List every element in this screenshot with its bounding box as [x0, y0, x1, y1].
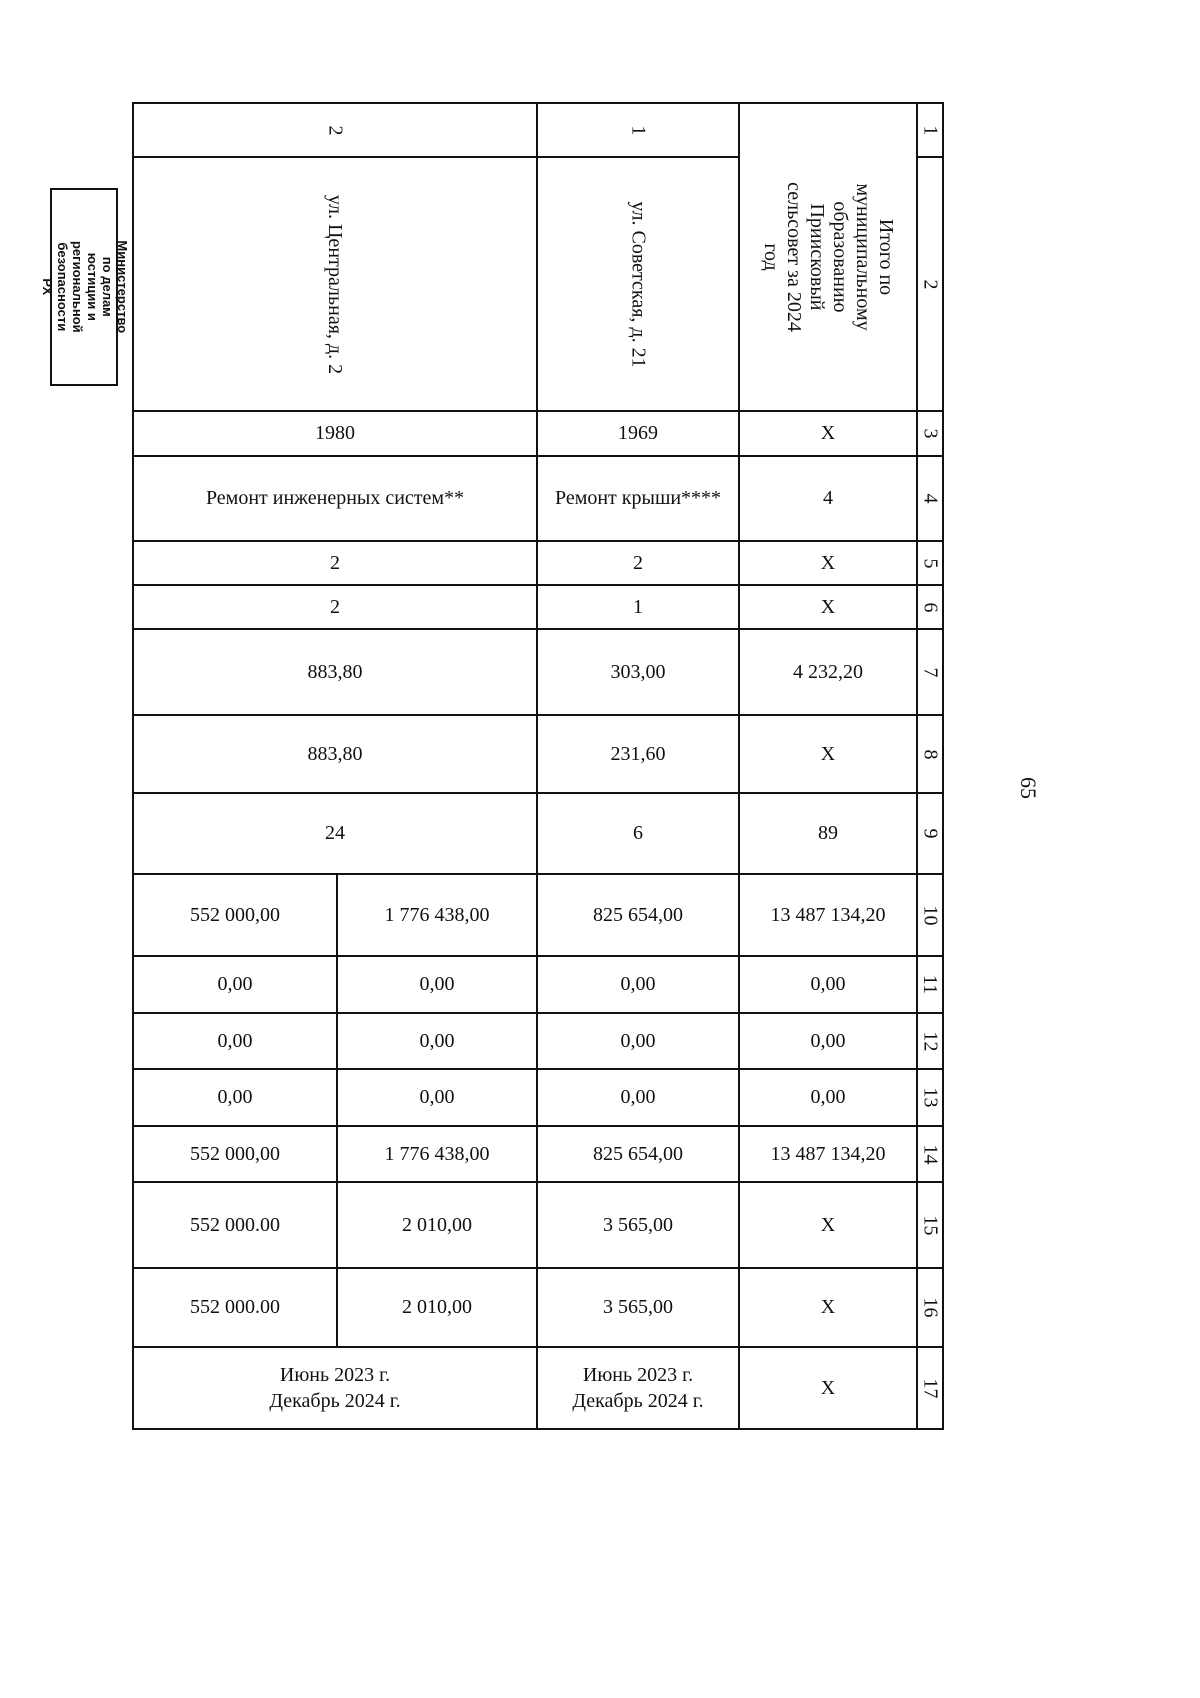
row1-cell-17: Июнь 2023 г. Декабрь 2024 г. [572, 1364, 704, 1412]
row2-address: ул. Центральная, д. 2 [324, 194, 347, 374]
column-number: 12 [919, 1031, 942, 1051]
row2-cell-8: 883,80 [307, 742, 363, 765]
column-number: 1 [919, 125, 942, 135]
row2-year: 1980 [315, 422, 355, 444]
row2-cell-13b: 0,00 [217, 1086, 253, 1108]
total-cell-17: Х [820, 1376, 836, 1399]
row1-cell-12: 0,00 [620, 1029, 656, 1052]
row2-cell-16b: 552 000.00 [190, 1296, 280, 1318]
total-cell-14: 13 487 134,20 [770, 1142, 886, 1165]
column-number: 11 [919, 974, 942, 995]
row2-cell-9: 24 [325, 822, 345, 844]
row2-cell-7: 883,80 [307, 660, 363, 683]
total-cell-16: Х [820, 1296, 836, 1318]
total-cell-13: 0,00 [810, 1086, 846, 1108]
column-number: 14 [919, 1144, 942, 1164]
column-number: 8 [919, 749, 942, 759]
total-cell-9: 89 [818, 822, 838, 844]
row2-cell-14b: 552 000,00 [190, 1142, 280, 1165]
column-number: 7 [919, 667, 942, 677]
stamp-text: Министерство по делам юстиции и региональной безопасности РХ [40, 240, 130, 334]
total-cell-6: Х [820, 595, 836, 618]
row1-cell-16: 3 565,00 [603, 1296, 673, 1318]
row2-work: Ремонт инженерных систем** [205, 487, 465, 509]
row2-cell-13a: 0,00 [419, 1086, 455, 1108]
row1-cell-5: 2 [633, 551, 643, 574]
column-number: 5 [919, 558, 942, 568]
row2-cell-15a: 2 010,00 [402, 1213, 472, 1236]
column-number: 16 [919, 1297, 942, 1318]
total-cell-11: 0,00 [810, 973, 846, 995]
table-border [132, 1428, 944, 1430]
column-number: 6 [919, 602, 942, 612]
row1-cell-6: 1 [633, 595, 643, 618]
row1-cell-13: 0,00 [620, 1086, 656, 1108]
row1-year: 1969 [618, 422, 658, 444]
total-cell-15: Х [820, 1213, 836, 1236]
row1-cell-15: 3 565,00 [603, 1213, 673, 1236]
column-number: 2 [919, 279, 942, 289]
row2-cell-16a: 2 010,00 [402, 1296, 472, 1318]
row2-cell-12b: 0,00 [217, 1029, 253, 1052]
total-cell-3: Х [820, 422, 836, 444]
total-cell-5: Х [820, 551, 836, 574]
row2-cell-11a: 0,00 [419, 973, 455, 995]
page-number [1008, 768, 1048, 808]
column-number: 10 [919, 905, 942, 925]
row2-cell-12a: 0,00 [419, 1029, 455, 1052]
ministry-stamp [40, 188, 130, 386]
row2-cell-10a: 1 776 438,00 [384, 903, 490, 926]
total-cell-4: 4 [823, 487, 833, 509]
column-number: 17 [919, 1378, 942, 1398]
row2-cell-11b: 0,00 [217, 973, 253, 995]
row1-cell-7: 303,00 [610, 660, 666, 683]
row1-number: 1 [627, 125, 650, 135]
row1-work: Ремонт крыши**** [554, 487, 722, 509]
row1-cell-11: 0,00 [620, 973, 656, 995]
total-cell-8: Х [820, 742, 836, 765]
column-number: 3 [919, 428, 942, 439]
row1-cell-9: 6 [633, 822, 643, 844]
row1-cell-10: 825 654,00 [593, 903, 683, 926]
row2-cell-14a: 1 776 438,00 [384, 1142, 490, 1165]
total-cell-10: 13 487 134,20 [770, 903, 886, 926]
table-border [942, 102, 944, 1430]
row2-cell-10b: 552 000,00 [190, 903, 280, 926]
column-number: 4 [919, 493, 942, 504]
column-number: 15 [919, 1215, 942, 1235]
row1-cell-8: 231,60 [610, 742, 666, 765]
row2-number: 2 [324, 125, 347, 135]
row2-cell-17: Июнь 2023 г. Декабрь 2024 г. [269, 1364, 401, 1412]
column-number: 13 [919, 1087, 942, 1108]
page-number-text: 65 [1016, 777, 1041, 799]
column-number: 9 [919, 828, 942, 839]
total-cell-12: 0,00 [810, 1029, 846, 1052]
row2-cell-15b: 552 000.00 [190, 1213, 280, 1236]
row1-address: ул. Советская, д. 21 [627, 200, 650, 368]
row1-cell-14: 825 654,00 [593, 1142, 683, 1165]
total-cell-7: 4 232,20 [793, 660, 863, 683]
total-label: Итого по муниципальному образованию Приисковый сельсовет за 2024 год [760, 182, 897, 332]
row2-cell-5: 2 [330, 551, 340, 574]
row2-cell-6: 2 [330, 595, 340, 618]
